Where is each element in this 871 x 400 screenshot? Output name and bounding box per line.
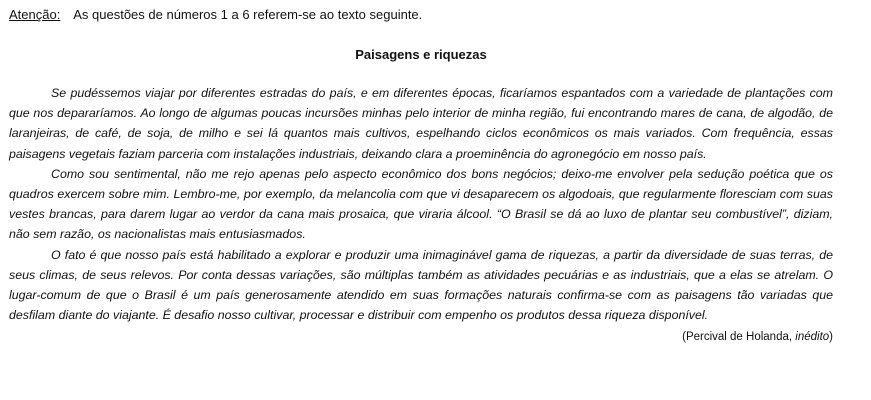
paragraph-2: Como sou sentimental, não me rejo apenas pelo aspecto econômico dos bons negócios; deixo-me envolver pela sedução poética que os quadros exercem sobre mim. Lembro-me, por exemplo, da melancolia com que vi desaparecem os algodoais, que regularmente floresciam com suas vestes brancas, para darem lugar ao verdor da cana mais prosaica, que viraria álcool. “O Brasil se dá ao luxo de plantar seu combustível”, diziam, não sem razão, os nacionalistas mais entusiasmados. xyxy=(9,166,833,242)
paragraph-1: Se pudéssemos viajar por diferentes estradas do país, e em diferentes épocas, ficaríamos espantados com a variedade de plantações com que nos depararíamos. Ao longo de algumas poucas incursões minhas pelo interior de minha região, fui encontrando mares de cana, de algodão, de laranjeiras, de café, de soja, de milho e sei lá quantos mais cultivos, espelhando ciclos econômicos os mais variados. Com frequência, essas paisagens vegetais faziam parceria com instalações industriais, deixando clara a proeminência do agronegócio em nosso país. xyxy=(9,86,833,161)
article-body xyxy=(9,83,833,325)
source-citation xyxy=(9,329,833,345)
source-author: (Percival de Holanda, xyxy=(682,331,793,344)
attention-label: Atenção: xyxy=(9,7,61,22)
attention-text: As questões de números 1 a 6 referem-se ao texto seguinte. xyxy=(73,7,423,22)
attention-notice xyxy=(9,7,833,23)
source-note: inédito xyxy=(795,331,830,344)
text-title: Paisagens e riquezas xyxy=(355,47,487,62)
source-close: ) xyxy=(829,331,833,344)
paragraph-3: O fato é que nosso país está habilitado a explorar e produzir uma inimaginável gama de riquezas, a partir da diversidade de suas terras, de seus climas, de seus relevos. Por conta dessas variações, são múltiplas também as atividades pecuárias e as industriais, que a elas se atrelam. O lugar-comum de que o Brasil é um país generosamente atendido em suas formações naturais confirma-se com as paisagens tão variadas que desfilam diante do viajante. É desafio nosso cultivar, processar e distribuir com empenho os produtos dessa riqueza disponível. xyxy=(9,247,833,323)
